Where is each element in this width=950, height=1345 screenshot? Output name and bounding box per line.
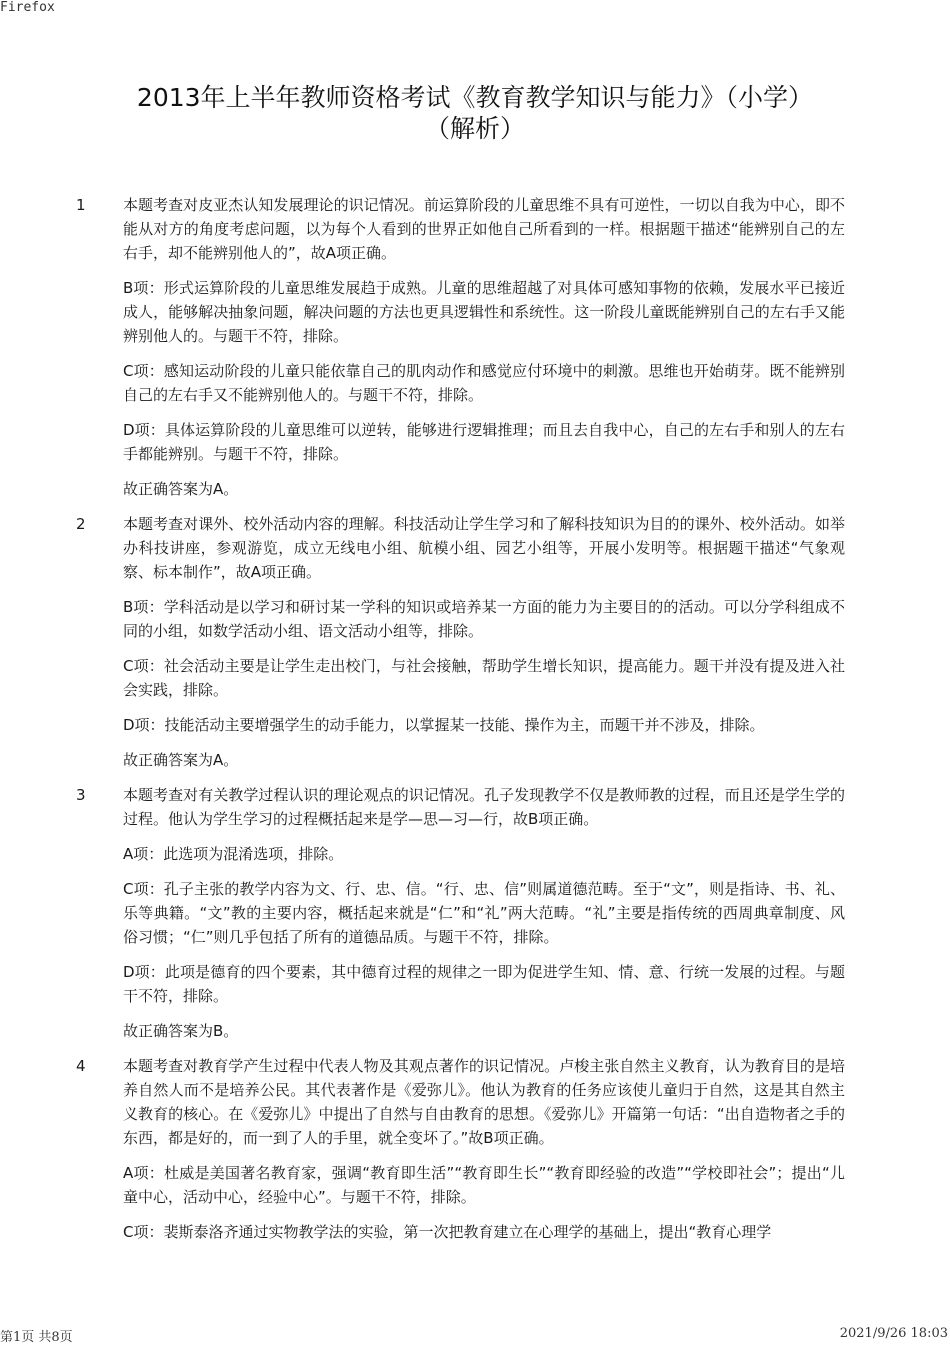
paragraph: C项：感知运动阶段的儿童只能依靠自己的肌肉动作和感觉应付环境中的刺激。思维也开始萌芽。既不能辨别自己的左右手又不能辨别他人的。与题干不符，排除。 [123, 362, 845, 404]
paragraph: C项：孔子主张的教学内容为文、行、忠、信。“行、忠、信”则属道德范畴。至于“文”，则是指诗、书、礼、乐等典籍。“文”教的主要内容，概括起来就是“仁”和“礼”两大范畴。“礼”主要是指传统的西周典章制度、风俗习惯；“仁”则几乎包括了所有的道德品质。与题干不符，排除。 [123, 880, 845, 946]
paragraph: C项：社会活动主要是让学生走出校门，与社会接触，帮助学生增长知识，提高能力。题干并没有提及进入社会实践，排除。 [123, 657, 845, 699]
paragraph: B项：学科活动是以学习和研讨某一学科的知识或培养某一方面的能力为主要目的的活动。可以分学科组成不同的小组，如数学活动小组、语文活动小组等，排除。 [123, 598, 845, 640]
paragraph: D项：技能活动主要增强学生的动手能力，以掌握某一技能、操作为主，而题干并不涉及，排除。 [123, 716, 765, 734]
question-2 [0, 512, 950, 772]
answer-content [0, 193, 950, 1255]
title-line-2: （解析） [424, 114, 525, 143]
paragraph: A项：此选项为混淆选项，排除。 [123, 845, 344, 863]
question-3 [0, 783, 950, 1043]
paragraph: 本题考查对有关教学过程认识的理论观点的识记情况。孔子发现教学不仅是教师教的过程，而且还是学生学的过程。他认为学生学习的过程概括起来是学—思—习—行，故B项正确。 [123, 786, 845, 828]
paragraph: 本题考查对教育学产生过程中代表人物及其观点著作的识记情况。卢梭主张自然主义教育，认为教育目的是培养自然人而不是培养公民。其代表著作是《爱弥儿》。他认为教育的任务应该使儿童归于自然，这是其自然主义教育的核心。在《爱弥儿》中提出了自然与自由教育的思想。《爱弥儿》开篇第一句话：“出自造物者之手的东西，都是好的，而一到了人的手里，就全变坏了。”故B项正确。 [123, 1057, 845, 1147]
question-number: 3 [76, 786, 86, 804]
paragraph: C项：裴斯泰洛齐通过实物教学法的实验，第一次把教育建立在心理学的基础上，提出“教育心理学 [123, 1223, 772, 1241]
question-number: 4 [76, 1057, 86, 1075]
question-number: 1 [76, 196, 86, 214]
paragraph: 本题考查对皮亚杰认知发展理论的识记情况。前运算阶段的儿童思维不具有可逆性，一切以自我为中心，即不能从对方的角度考虑问题，以为每个人看到的世界正如他自己所看到的一样。根据题干描述“能辨别自己的左右手，却不能辨别他人的”，故A项正确。 [123, 196, 845, 262]
answer-line: 故正确答案为B。 [123, 1022, 239, 1040]
print-datetime: 2021/9/26 18:03 [839, 1326, 948, 1341]
answer-line: 故正确答案为A。 [123, 751, 239, 769]
question-1 [0, 193, 950, 501]
paragraph: D项：此项是德育的四个要素，其中德育过程的规律之一即为促进学生知、情、意、行统一发展的过程。与题干不符，排除。 [123, 963, 845, 1005]
page-indicator: 第1页 共8页 [0, 1330, 73, 1345]
title-line-1: 2013年上半年教师资格考试《教育教学知识与能力》（小学） [136, 83, 814, 112]
paragraph: 本题考查对课外、校外活动内容的理解。科技活动让学生学习和了解科技知识为目的的课外、校外活动。如举办科技讲座，参观游览，成立无线电小组、航模小组、园艺小组等，开展小发明等。根据题干描述“气象观察、标本制作”，故A项正确。 [123, 515, 845, 581]
paragraph: D项：具体运算阶段的儿童思维可以逆转，能够进行逻辑推理；而且去自我中心，自己的左右手和别人的左右手都能辨别。与题干不符，排除。 [123, 421, 845, 463]
answer-line: 故正确答案为A。 [123, 480, 239, 498]
browser-name: Firefox [0, 0, 55, 15]
question-4 [0, 1054, 950, 1244]
paragraph: B项：形式运算阶段的儿童思维发展趋于成熟。儿童的思维超越了对具体可感知事物的依赖，发展水平已接近成人，能够解决抽象问题，解决问题的方法也更具逻辑性和系统性。这一阶段儿童既能辨别自己的左右手又能辨别他人的。与题干不符，排除。 [123, 279, 845, 345]
question-number: 2 [76, 515, 86, 533]
paragraph: A项：杜威是美国著名教育家，强调“教育即生活”“教育即生长”“教育即经验的改造”“学校即社会”；提出“儿童中心，活动中心，经验中心”。与题干不符，排除。 [123, 1164, 845, 1206]
document-title [40, 82, 910, 144]
